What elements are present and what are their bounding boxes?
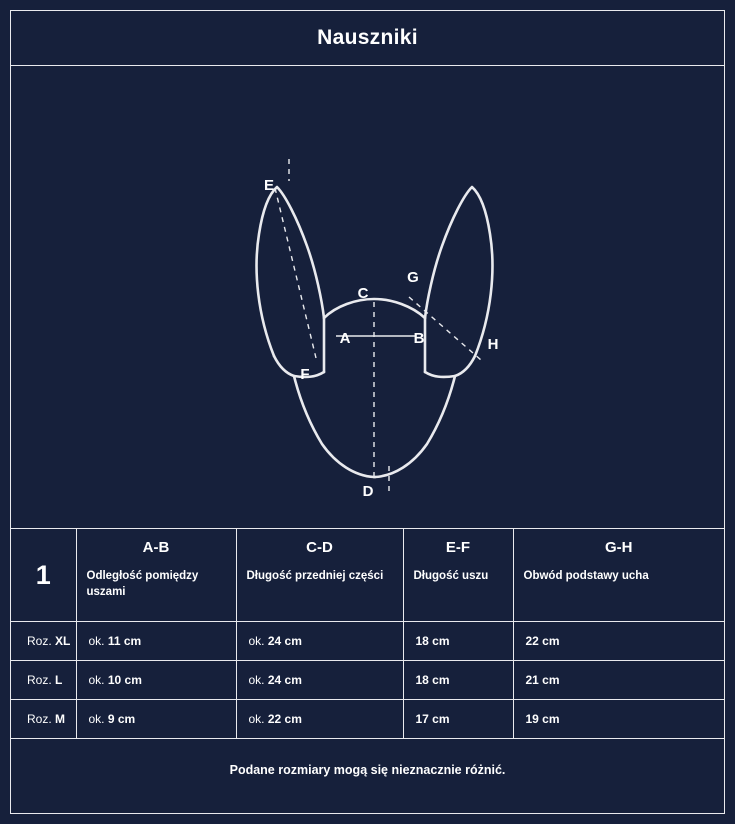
- table-row: [11, 661, 724, 700]
- cell-xl-cd: [236, 622, 403, 661]
- row-label-size: L: [55, 673, 63, 687]
- row-label-cell-l: [11, 661, 76, 700]
- label-e: E: [263, 177, 275, 194]
- row-label-prefix: Roz.: [27, 673, 52, 687]
- cell-value: 18 cm: [415, 634, 450, 648]
- cell-m-ef: [403, 700, 513, 739]
- label-b: B: [413, 330, 425, 347]
- right-cheek-outline: [425, 356, 475, 377]
- header-code-ab: A-B: [142, 539, 170, 556]
- cell-value: 17 cm: [415, 712, 450, 726]
- right-ear-outline: [425, 187, 492, 356]
- label-g: G: [407, 269, 419, 286]
- cell-prefix: ok.: [248, 673, 265, 687]
- header-cell-gh: [513, 529, 724, 622]
- header-code-gh: G-H: [605, 539, 633, 556]
- row-label-size: M: [55, 712, 66, 726]
- cell-m-gh: [513, 700, 724, 739]
- row-label-prefix: Roz.: [27, 712, 52, 726]
- cell-value: 24 cm: [267, 634, 302, 648]
- cell-value: 19 cm: [525, 712, 560, 726]
- header-desc-ef: Długość uszu: [413, 570, 489, 582]
- label-f: F: [300, 366, 310, 383]
- page-title: Nauszniki: [317, 26, 418, 49]
- line-e-f: [275, 188, 316, 358]
- header-desc-ab: Odległość pomiędzy uszami: [86, 570, 199, 598]
- header-desc-gh: Obwód podstawy ucha: [523, 570, 649, 582]
- right-jaw-outline: [375, 376, 455, 477]
- cell-prefix: ok.: [88, 712, 105, 726]
- header-code-cd: C-D: [306, 539, 333, 556]
- left-ear-outline: [257, 187, 324, 356]
- cell-value: 9 cm: [107, 712, 136, 726]
- table-header-row: [11, 529, 724, 622]
- cell-xl-ef: [403, 622, 513, 661]
- label-d: D: [362, 483, 374, 500]
- size-table: [11, 529, 724, 739]
- cell-value: 18 cm: [415, 673, 450, 687]
- cell-l-gh: [513, 661, 724, 700]
- header-desc-cd: Długość przedniej części: [246, 570, 384, 582]
- cell-value: 21 cm: [525, 673, 560, 687]
- footnote: Podane rozmiary mogą się nieznacznie różnić.: [229, 763, 506, 777]
- row-label-size: XL: [55, 634, 71, 648]
- cell-m-ab: [76, 700, 236, 739]
- table-number: 1: [35, 560, 51, 590]
- row-label-cell-m: [11, 700, 76, 739]
- header-cell-cd: [236, 529, 403, 622]
- table-number-cell: [11, 529, 76, 622]
- row-label-prefix: Roz.: [27, 634, 52, 648]
- cell-l-ef: [403, 661, 513, 700]
- measurement-lines: [275, 188, 481, 478]
- left-cheek-outline: [274, 356, 324, 377]
- label-a: A: [339, 330, 351, 347]
- size-table-wrap: [11, 529, 724, 813]
- cell-prefix: ok.: [248, 712, 265, 726]
- diagram-svg: [11, 66, 724, 528]
- horse-head-diagram: [11, 66, 724, 529]
- cell-m-cd: [236, 700, 403, 739]
- cell-xl-gh: [513, 622, 724, 661]
- cell-prefix: ok.: [248, 634, 265, 648]
- chart-frame: [10, 10, 725, 814]
- header-code-ef: E-F: [445, 539, 471, 556]
- row-label-cell-xl: [11, 622, 76, 661]
- cell-l-ab: [76, 661, 236, 700]
- table-row: [11, 622, 724, 661]
- cell-value: 10 cm: [107, 673, 142, 687]
- title-bar: [11, 11, 724, 66]
- line-g-h: [409, 297, 481, 360]
- cell-xl-ab: [76, 622, 236, 661]
- cell-l-cd: [236, 661, 403, 700]
- cell-prefix: ok.: [88, 673, 105, 687]
- header-cell-ab: [76, 529, 236, 622]
- cell-prefix: ok.: [88, 634, 105, 648]
- header-cell-ef: [403, 529, 513, 622]
- cell-value: 11 cm: [107, 634, 142, 648]
- cell-value: 24 cm: [267, 673, 302, 687]
- label-h: H: [487, 336, 499, 353]
- label-c: C: [357, 285, 369, 302]
- table-row: [11, 700, 724, 739]
- cell-value: 22 cm: [525, 634, 560, 648]
- left-jaw-outline: [294, 376, 374, 477]
- cell-value: 22 cm: [267, 712, 302, 726]
